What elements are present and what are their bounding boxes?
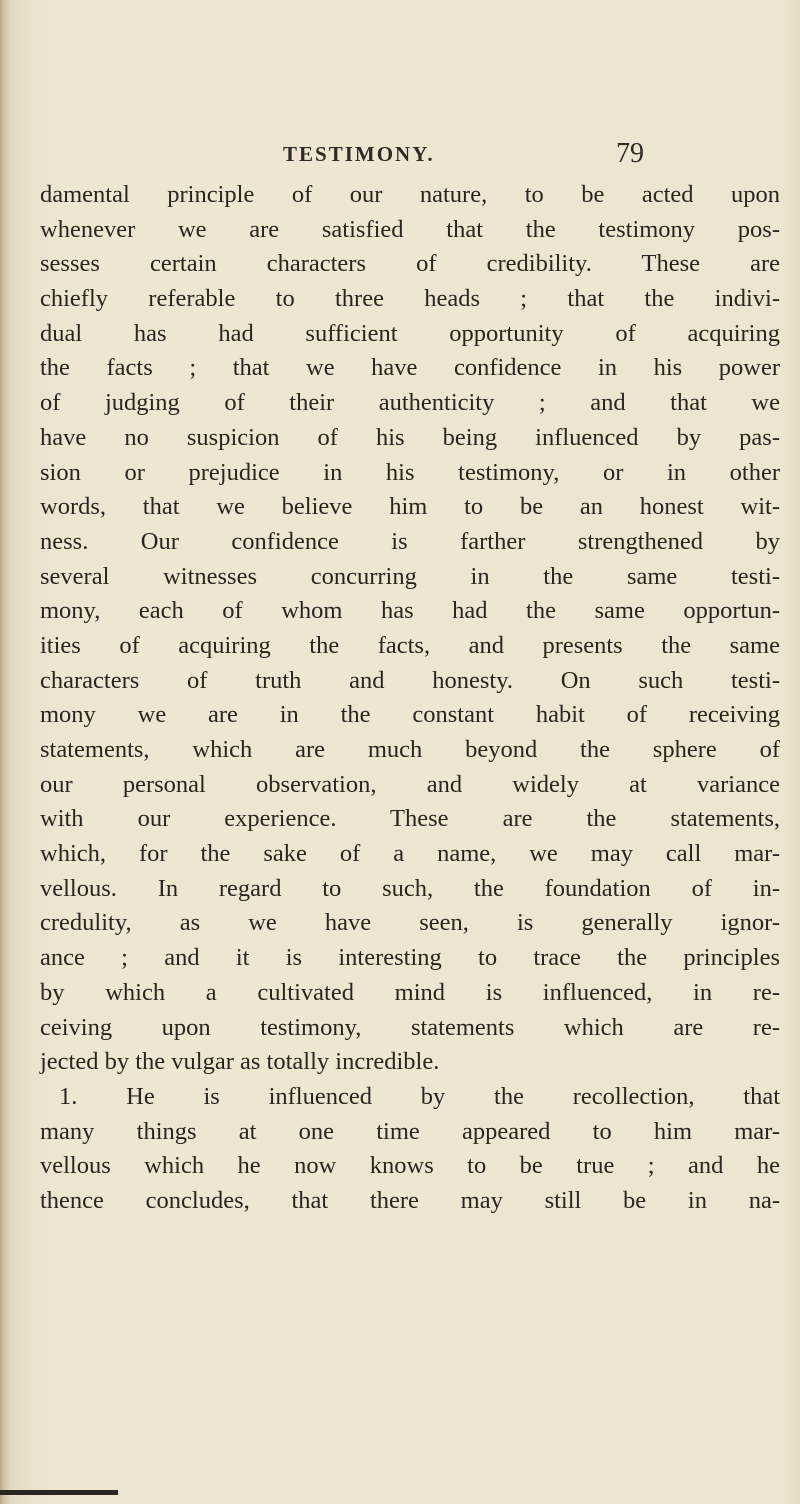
text-line: vellous. In regard to such, the foundation of in- bbox=[40, 874, 780, 902]
page-gutter-shadow bbox=[0, 0, 10, 1504]
text-line: with our experience. These are the statements, bbox=[40, 805, 780, 833]
text-line: 1. He is influenced by the recollection, that bbox=[59, 1082, 780, 1110]
text-line: vellous which he now knows to be true ; and he bbox=[40, 1152, 780, 1180]
page-header bbox=[0, 138, 800, 176]
text-line: statements, which are much beyond the sphere of bbox=[40, 736, 780, 763]
body-text bbox=[40, 178, 780, 1219]
text-line: which, for the sake of a name, we may call mar- bbox=[40, 840, 780, 868]
text-line: dual has had sufficient opportunity of acquiring bbox=[40, 319, 780, 347]
text-line: characters of truth and honesty. On such testi- bbox=[40, 666, 780, 694]
text-line: many things at one time appeared to him mar- bbox=[40, 1117, 780, 1145]
text-line: whenever we are satisfied that the testimony pos- bbox=[40, 215, 780, 243]
text-line: words, that we believe him to be an honest wit- bbox=[40, 493, 780, 521]
text-line: mony, each of whom has had the same opportun- bbox=[40, 597, 780, 625]
text-line: jected by the vulgar as totally incredible. bbox=[40, 1048, 440, 1076]
running-head: TESTIMONY. bbox=[283, 142, 435, 166]
text-line: ance ; and it is interesting to trace the principles bbox=[40, 944, 780, 972]
text-line: of judging of their authenticity ; and that we bbox=[40, 389, 780, 417]
text-line: by which a cultivated mind is influenced, in re- bbox=[40, 978, 780, 1006]
text-line: mony we are in the constant habit of receiving bbox=[40, 701, 780, 729]
text-line: damental principle of our nature, to be acted upon bbox=[40, 181, 780, 208]
text-line: several witnesses concurring in the same testi- bbox=[40, 562, 780, 590]
text-line: credulity, as we have seen, is generally ignor- bbox=[40, 909, 780, 937]
text-line: have no suspicion of his being influenced by pas- bbox=[40, 423, 780, 451]
text-line: our personal observation, and widely at variance bbox=[40, 770, 780, 798]
bottom-edge-rule bbox=[0, 1490, 118, 1495]
text-line: thence concludes, that there may still be in na- bbox=[40, 1186, 780, 1214]
text-line: sesses certain characters of credibility. These are bbox=[40, 250, 780, 278]
text-line: ness. Our confidence is farther strengthened by bbox=[40, 527, 780, 555]
text-line: the facts ; that we have confidence in his power bbox=[40, 354, 780, 382]
page-number: 79 bbox=[616, 138, 644, 169]
text-line: chiefly referable to three heads ; that the indivi- bbox=[40, 285, 780, 313]
text-line: ceiving upon testimony, statements which are re- bbox=[40, 1013, 780, 1041]
text-line: ities of acquiring the facts, and presents the same bbox=[40, 631, 780, 659]
text-line: sion or prejudice in his testimony, or in other bbox=[40, 458, 780, 486]
